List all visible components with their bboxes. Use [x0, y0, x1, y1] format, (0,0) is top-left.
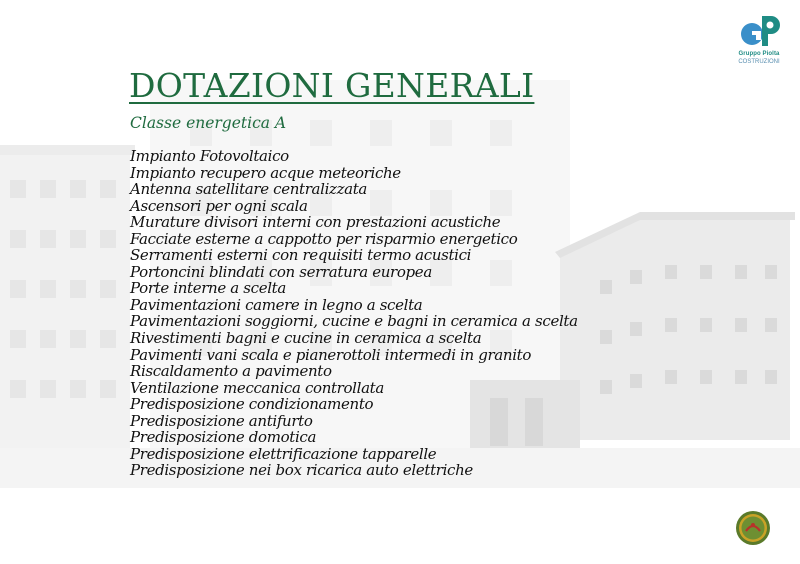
- list-item: Predisposizione antifurto: [130, 411, 313, 430]
- page-title: DOTAZIONI GENERALI: [129, 66, 535, 105]
- logo-brand-text: Gruppo Piolta: [738, 51, 780, 57]
- list-item: Murature divisori interni con prestazioni acustiche: [130, 213, 501, 232]
- list-item: Predisposizione elettrificazione tapparelle: [130, 444, 437, 463]
- list-item: Rivestimenti bagni e cucine in ceramica a scelta: [130, 329, 482, 348]
- gp-logo-icon: [738, 14, 780, 50]
- list-item: Pavimenti vani scala e pianerottoli intermedi in granito: [130, 345, 532, 364]
- list-item: Antenna satellitare centralizzata: [130, 180, 367, 199]
- list-item: Predisposizione condizionamento: [130, 395, 374, 414]
- list-item: Ascensori per ogni scala: [130, 196, 308, 215]
- list-item: Impianto Fotovoltaico: [130, 147, 289, 165]
- list-item: Riscaldamento a pavimento: [130, 362, 332, 381]
- list-item: Ventilazione meccanica controllata: [130, 378, 384, 397]
- round-seal-icon: [735, 510, 771, 546]
- list-item: Porte interne a scelta: [130, 279, 286, 298]
- list-item: Portoncini blindati con serratura europea: [130, 262, 432, 281]
- list-item: Predisposizione domotica: [130, 428, 317, 447]
- list-item: Predisposizione nei box ricarica auto elettriche: [130, 461, 473, 480]
- list-item: Pavimentazioni camere in legno a scelta: [130, 295, 423, 314]
- company-logo: [734, 14, 784, 76]
- logo-sub-text: COSTRUZIONI: [738, 59, 780, 65]
- features-list: [130, 148, 578, 479]
- list-item: Pavimentazioni soggiorni, cucine e bagni in ceramica a scelta: [130, 312, 578, 331]
- energy-class-subtitle: Classe energetica A: [130, 114, 287, 132]
- list-item: Facciate esterne a cappotto per risparmio energetico: [130, 229, 518, 248]
- list-item: Serramenti esterni con requisiti termo acustici: [130, 246, 472, 265]
- list-item: Impianto recupero acque meteoriche: [130, 163, 401, 182]
